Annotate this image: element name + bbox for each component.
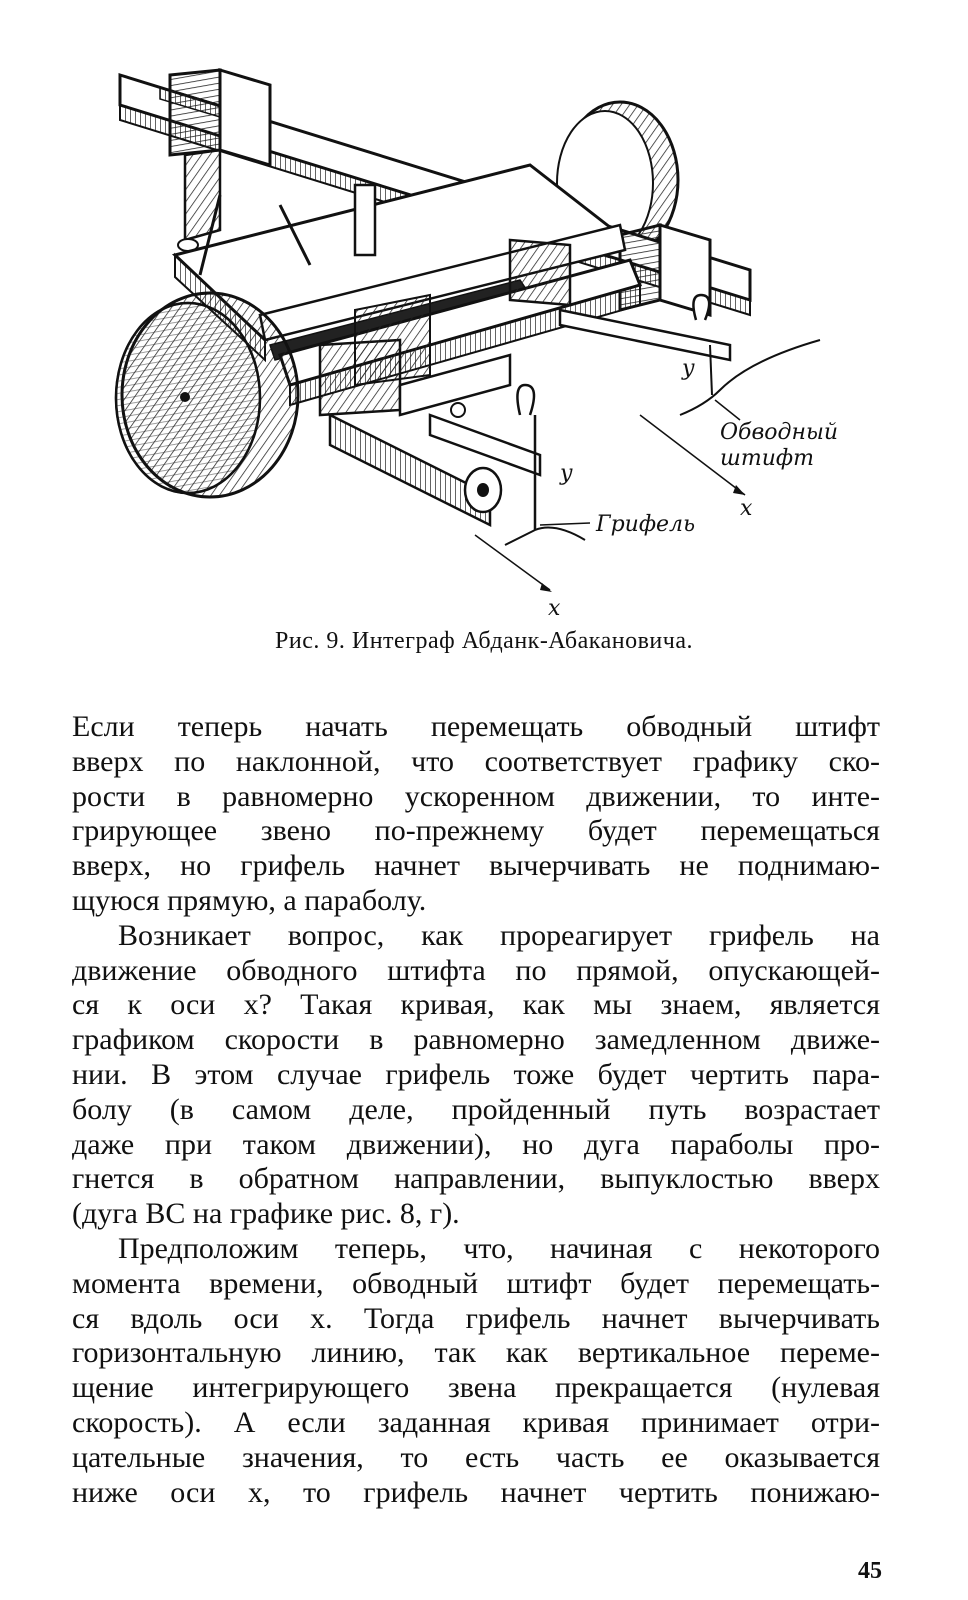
stylus-axes bbox=[475, 461, 695, 621]
text-line: вверх по наклонной, что соответствует графику ско- bbox=[72, 744, 880, 778]
text-line: горизонтальную линию, так как вертикальное переме- bbox=[72, 1336, 880, 1370]
paragraph-2 bbox=[72, 919, 880, 1232]
tracer-y-axis-label: y bbox=[682, 356, 695, 381]
page-number: 45 bbox=[858, 1558, 882, 1584]
paragraph-1 bbox=[72, 710, 880, 919]
text-line: цательные значения, то есть часть ее оказывается bbox=[72, 1440, 880, 1474]
text-line: Возникает вопрос, как прореагирует грифель на bbox=[118, 918, 880, 952]
text-line: вверх, но грифель начнет вычерчивать не поднимаю- bbox=[72, 849, 880, 883]
stylus-label: Грифель bbox=[596, 512, 696, 537]
front-wheel bbox=[116, 293, 298, 497]
text-line: (дуга ВС на графике рис. 8, г). bbox=[72, 1197, 460, 1231]
figure-caption: Рис. 9. Интеграф Абданк-Абакановича. bbox=[275, 628, 693, 654]
tracer-x-axis-label: x bbox=[740, 496, 753, 521]
text-line: движение обводного штифта по прямой, опускающей- bbox=[72, 953, 880, 987]
tracer-axes bbox=[640, 340, 838, 521]
text-line: графиком скорости в равномерно замедленном движе- bbox=[72, 1023, 880, 1057]
integraph-drawing bbox=[100, 55, 890, 625]
text-line: скорость). А если заданная кривая принимает отри- bbox=[72, 1405, 880, 1439]
text-line: момента времени, обводный штифт будет перемещать- bbox=[72, 1266, 880, 1300]
text-line: ся к оси x? Такая кривая, как мы знаем, является bbox=[72, 988, 880, 1022]
text-line: Если теперь начать перемещать обводный штифт bbox=[72, 710, 880, 743]
integraph-illustration bbox=[100, 55, 890, 625]
text-line: болу (в самом деле, пройденный путь возрастает bbox=[72, 1092, 880, 1126]
stylus-arm bbox=[430, 385, 540, 530]
paragraph-3 bbox=[72, 1232, 880, 1510]
text-line: ниже оси x, то грифель начнет чертить понижаю- bbox=[72, 1475, 880, 1509]
text-line: рости в равномерно ускоренном движении, то инте- bbox=[72, 779, 880, 813]
tracer-label-line1: Обводный bbox=[720, 420, 839, 445]
text-line: щение интегрирующего звена прекращается (нулевая bbox=[72, 1371, 880, 1405]
stylus-x-axis-label: x bbox=[548, 596, 561, 621]
text-line: грирующее звено по-прежнему будет перемещаться bbox=[72, 814, 880, 848]
stylus-y-axis-label: y bbox=[560, 461, 573, 486]
left-carriage-block bbox=[170, 70, 270, 251]
text-line: щуюся прямую, а параболу. bbox=[72, 883, 427, 917]
text-line: Предположим теперь, что, начиная с некоторого bbox=[118, 1231, 880, 1265]
text-line: даже при таком движении), но дуга параболы про- bbox=[72, 1127, 880, 1161]
text-line: нии. В этом случае грифель тоже будет чертить пара- bbox=[72, 1057, 880, 1091]
text-line: ся вдоль оси x. Тогда грифель начнет вычерчивать bbox=[72, 1301, 880, 1335]
body-text bbox=[72, 710, 880, 1510]
tracer-label-line2: штифт bbox=[720, 446, 814, 471]
text-line: гнется в обратном направлении, выпуклостью вверх bbox=[72, 1162, 880, 1196]
